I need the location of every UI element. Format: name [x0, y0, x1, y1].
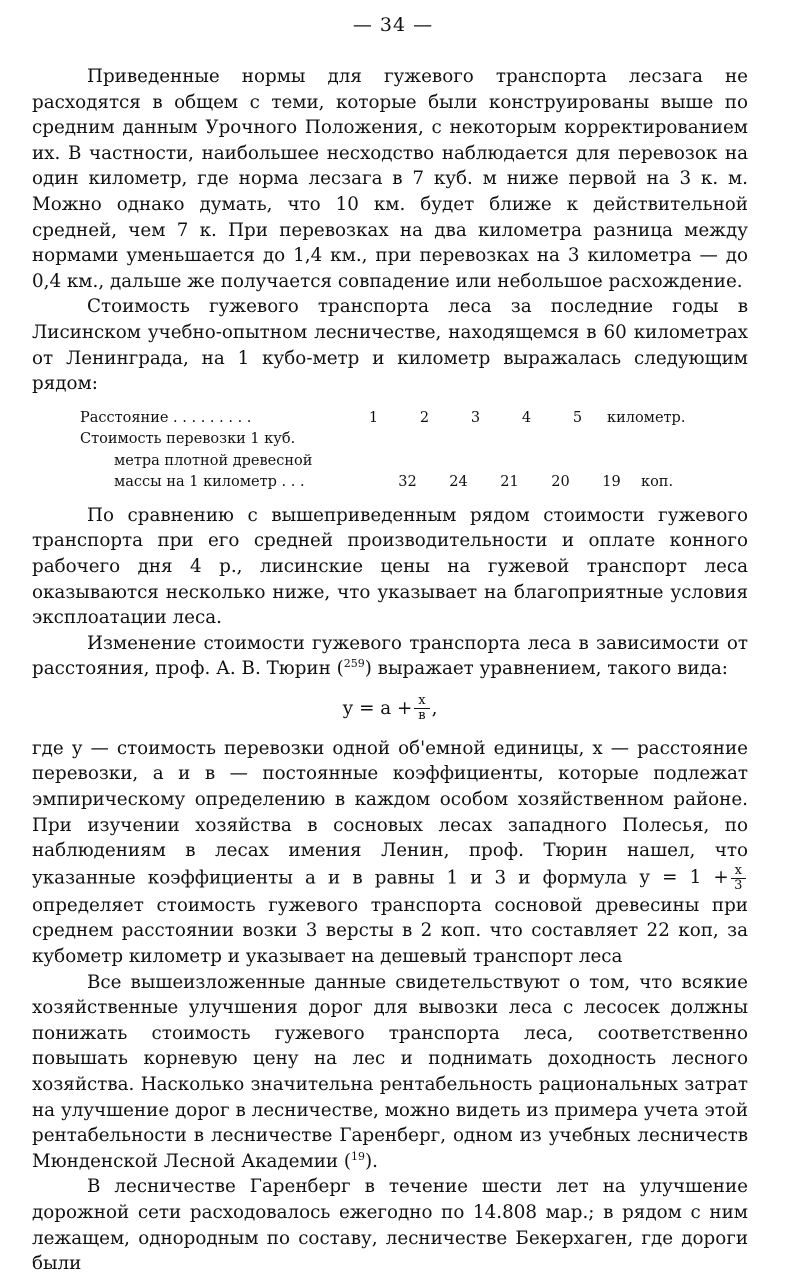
paragraph-4-text-a: Изменение стоимости гужевого транспорта леса в зависимости от расстояния, проф. А. В. Тюрин (: [32, 632, 748, 680]
paragraph-5-text-b: определяет стоимость гужевого транспорта сосновой древесины при среднем расстоянии возки 3 версты в 2 коп. что составляет 22 коп, за кубометр километр и указывает на дешевый транспорт леса: [32, 894, 748, 968]
table-label-cost-2: метра плотной древесной: [114, 452, 313, 469]
reference-mark: 19: [351, 1149, 366, 1163]
table-row-distance: [80, 408, 748, 430]
equation-1-denominator: в: [418, 708, 426, 724]
equation-2-denominator: 3: [734, 877, 743, 893]
paragraph-1: Приведенные нормы для гужевого транспорта лесзага не расходятся в общем с теми, которые были конструированы выше по средним данным Урочного Положения, с некоторым корректированием их. В частности, наибольшее несходство наблюдается для перевозок на один километр, где норма лесзага в 7 куб. м ниже первой на 3 к. м. Можно однако думать, что 10 км. будет ближе к действительной средней, чем 7 к. При перевозках на два километра разница между нормами уменьшается до 1,4 км., при перевозках на 3 километра — до 0,4 км., дальше же получается совпадение или небольшое расхождение.: [32, 66, 748, 292]
page-number: — 34 —: [352, 14, 434, 36]
paragraph-4: [32, 631, 748, 682]
equation-2-fraction: [731, 864, 746, 893]
paragraph-2: Стоимость гужевого транспорта леса за последние годы в Лисинском учебно-опытном лесничестве, находящемся в 60 километрах от Ленинграда, на 1 кубо-метр и километр выражалась следующим рядом:: [32, 296, 748, 395]
cost-table: [80, 408, 748, 494]
paragraph-5-text-a: где у — стоимость перевозки одной об'емной единицы, х — расстояние перевозки, а и в — постоянные коэффициенты, которые подлежат эмпирическому определению в каждом особом хозяйственном районе. При изучении хозяйства в сосновых лесах западного Полесья, по наблюдениям в лесах имения Ленин, проф. Тюрин нашел, что указанные коэффициенты а и в равны 1 и 3 и формула: [32, 737, 748, 889]
table-cell: 21: [500, 474, 519, 491]
table-cell: 24: [449, 474, 468, 491]
table-row-label: [80, 429, 748, 451]
paragraph-3: По сравнению с вышеприведенным рядом стоимости гужевого транспорта при его средней производительности и оплате конного рабочего дня 4 р., лисинские цены на гужевой транспорт леса оказываются несколько ниже, что указывает на благоприятные условия эксплоатации леса.: [32, 504, 748, 629]
equation-1-tail: ,: [431, 698, 438, 720]
table-label-cost-3: массы на 1 километр . . .: [114, 474, 305, 491]
table-label-cost-1: Стоимость перевозки 1 куб.: [80, 431, 296, 448]
equation-1-fraction: [414, 694, 429, 723]
table-cell: 1: [368, 409, 379, 426]
equation-1: [32, 682, 748, 736]
table-cell: 4: [521, 409, 532, 426]
table-unit: километр.: [607, 409, 686, 426]
reference-mark: 259: [343, 657, 365, 671]
equation-1-lhs: у = а +: [342, 698, 413, 720]
paragraph-5: [32, 736, 748, 970]
table-cell: 19: [602, 474, 621, 491]
table-label-distance: Расстояние . . . . . . . . .: [80, 409, 252, 426]
table-row-label: [80, 451, 748, 473]
table-cell: 32: [398, 474, 417, 491]
equation-2: [639, 862, 748, 893]
equation-2-numerator: х: [731, 864, 746, 879]
paragraph-4-text-b: ) выражает уравнением, такого вида:: [364, 658, 728, 680]
table-cell: 3: [470, 409, 481, 426]
page-body: [32, 64, 748, 1277]
paragraph-7: В лесничестве Гаренберг в течение шести лет на улучшение дорожной сети расходовалось ежегодно по 14.808 мар.; в рядом с ним лежащем, однородным по составу, лесничестве Бекерхаген, где дороги были: [32, 1176, 748, 1275]
equation-1-numerator: х: [414, 694, 429, 709]
table-unit: коп.: [641, 474, 674, 491]
table-cell: 20: [551, 474, 570, 491]
table-row-cost: [80, 472, 748, 494]
paragraph-6-text-b: ).: [365, 1150, 378, 1172]
paragraph-6-text-a: Все вышеизложенные данные свидетельствуют о том, что всякие хозяйственные улучшения дорог для вывозки леса с лесосек должны понижать стоимость гужевого транспорта леса, соответственно повышать корневую цену на лес и поднимать доходность лесного хозяйства. Насколько значительна рентабельность рациональных затрат на улучшение дорог в лесничестве, можно видеть из примера учета этой рентабельности в лесничестве Гаренберг, одном из учебных лесничеств Мюнденской Лесной Академии (: [32, 971, 748, 1172]
table-cell: 5: [572, 409, 583, 426]
paragraph-6: [32, 970, 748, 1175]
equation-2-lhs: у = 1 +: [639, 867, 729, 889]
table-cell: 2: [419, 409, 430, 426]
